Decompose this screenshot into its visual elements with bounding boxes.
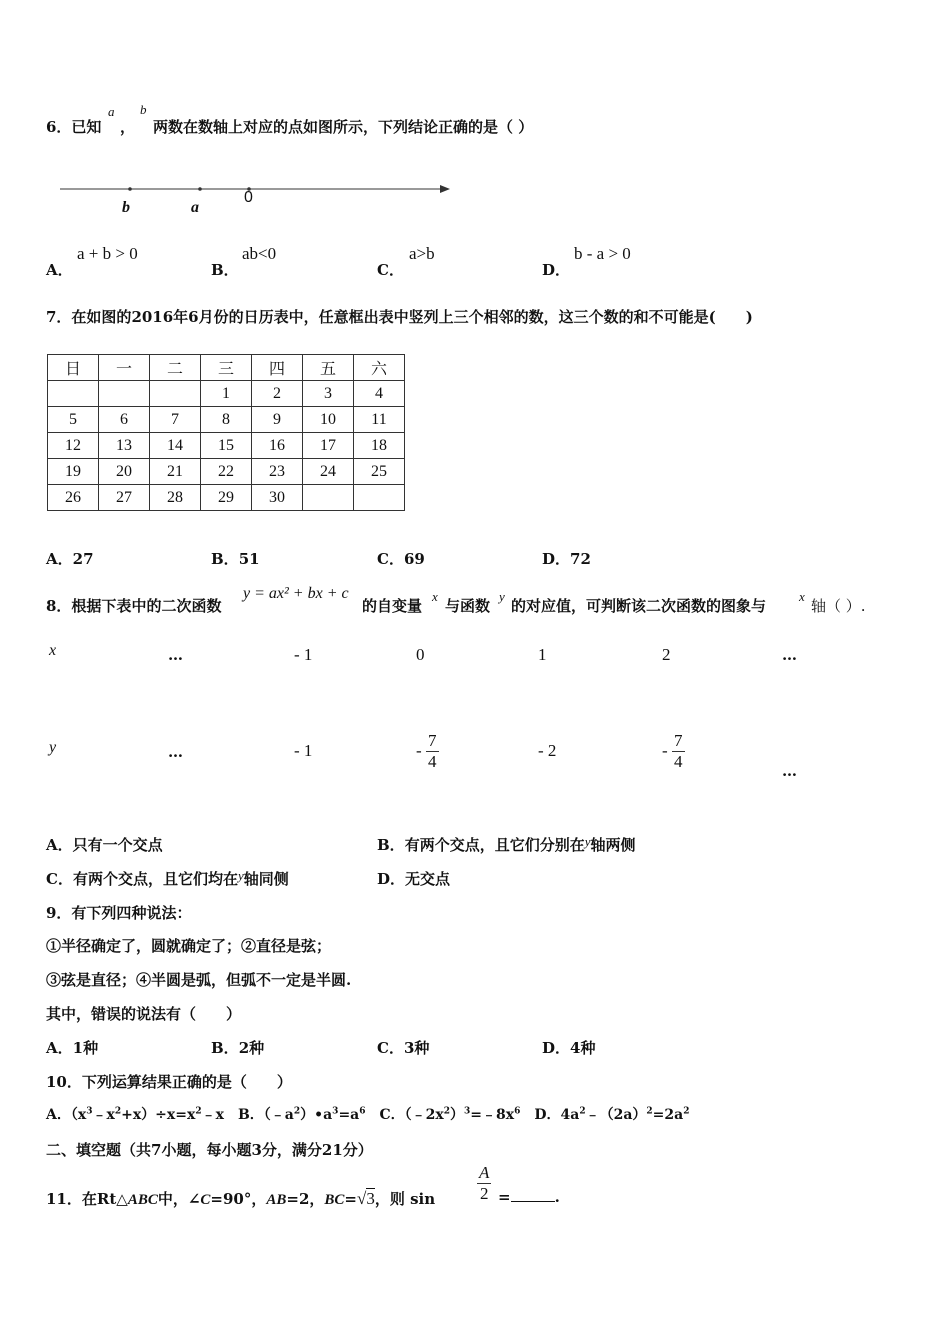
q8-option-d: D．无交点 [377,870,451,888]
q8-y-value: - 1 [294,741,313,760]
q8-y-value: … [168,743,183,761]
q9-title: 9．有下列四种说法： [46,904,192,922]
calendar-cell: 4 [354,381,405,407]
q8-text-1: 8．根据下表中的二次函数 [46,597,222,615]
calendar-cell: 2 [252,381,303,407]
calendar-cell: 8 [201,407,252,433]
calendar-header: 三 [201,355,252,381]
q10-options: A．$(x^3﹣x^2+x)\div x=x^2﹣x$ B．$(﹣a^2)•a^3=a^6$ C．$(﹣2x^2)^3=﹣8x^6$ D．$4a^2﹣(2a)^2=2a^2$ [46,1106,690,1123]
calendar-cell [303,485,354,511]
calendar-table [47,354,405,511]
calendar-cell: 28 [150,485,201,511]
q9-option-c: C．3种 [377,1039,430,1057]
q6-option-b-text: ab<0 [242,244,277,263]
calendar-cell: 23 [252,459,303,485]
q8-y-neg-sign: - [416,741,422,760]
answer-blank[interactable] [511,1200,555,1202]
calendar-cell: 19 [48,459,99,485]
calendar-cell: 10 [303,407,354,433]
calendar-cell: 20 [99,459,150,485]
q8-y-value: … [782,762,797,780]
q8-option-c: C．有两个交点，且它们均在y轴同侧 [46,868,289,888]
q8-function: y = ax² + bx + c [243,585,349,602]
calendar-cell: 7 [150,407,201,433]
calendar-row [48,381,405,407]
calendar-header: 日 [48,355,99,381]
fraction-numerator: 7 [674,731,683,750]
calendar-cell: 17 [303,433,354,459]
q6-option-a-text: a + b > 0 [77,244,138,263]
calendar-cell: 25 [354,459,405,485]
q7-text: 7．在如图的2016年6月份的日历表中，任意框出表中竖列上三个相邻的数，这三个数的和不可能是( ) [46,308,753,326]
q6-var-a: a [108,104,115,119]
q8-x-value: - 1 [294,645,313,664]
q6-option-b-label: B． [211,261,239,279]
point-a [198,187,202,191]
q8-var-y: y [499,589,505,604]
calendar-cell: 18 [354,433,405,459]
q6-text: 两数在数轴上对应的点如图所示，下列结论正确的是（ ） [153,118,534,136]
calendar-cell: 26 [48,485,99,511]
calendar-header-row [48,355,405,381]
axis-label-zero: 0 [244,189,253,206]
q7-option-c: C．69 [377,550,425,568]
q7-option-d: D．72 [542,550,591,568]
calendar-cell [354,485,405,511]
q8-x-label: x [49,642,57,659]
fraction-denominator: 4 [674,752,683,771]
calendar-cell: 12 [48,433,99,459]
calendar-cell: 15 [201,433,252,459]
q11-fraction [477,1163,491,1204]
fraction-denominator: 2 [479,1184,489,1203]
calendar-cell: 29 [201,485,252,511]
q8-option-b: B．有两个交点，且它们分别在y轴两侧 [377,834,636,854]
calendar-cell: 24 [303,459,354,485]
calendar-cell: 27 [99,485,150,511]
calendar-cell: 16 [252,433,303,459]
q8-x-value: 2 [662,645,671,664]
q8-var-x2: x [799,589,805,604]
q8-text-3: 与函数 [445,597,491,615]
q8-x-value: … [782,646,797,664]
calendar-cell: 6 [99,407,150,433]
q9-option-a: A．1种 [46,1039,99,1057]
q9-line-3: 其中，错误的说法有（ ） [46,1005,242,1023]
q6-number: 6．已知 [46,118,102,136]
q8-text-5: 轴（ ）. [811,597,866,615]
section-2-heading: 二、填空题（共7小题，每小题3分，满分21分） [46,1141,373,1159]
q6-option-a-label: A． [46,261,73,279]
q8-y-value: - 2 [538,741,557,760]
q8-text-2: 的自变量 [362,597,423,615]
calendar-row [48,407,405,433]
calendar-cell: 1 [201,381,252,407]
q6-var-b: b [140,102,147,117]
q8-text-4: 的对应值，可判断该二次函数的图象与 [511,597,767,615]
q8-var-x: x [432,589,438,604]
calendar-cell [150,381,201,407]
q8-x-value: … [168,646,183,664]
calendar-header: 四 [252,355,303,381]
q9-line-1: ①半径确定了，圆就确定了；②直径是弦； [46,937,332,955]
calendar-cell: 21 [150,459,201,485]
calendar-cell: 13 [99,433,150,459]
calendar-header: 二 [150,355,201,381]
fraction-denominator: 4 [428,752,437,771]
q6-option-d-label: D． [542,261,571,279]
q9-line-2: ③弦是直径；④半圆是弧，但弧不一定是半圆. [46,971,352,989]
q6-option-c-text: a>b [409,244,435,263]
calendar-cell: 11 [354,407,405,433]
calendar-cell [99,381,150,407]
q6-option-c-label: C． [377,261,404,279]
calendar-cell: 30 [252,485,303,511]
fraction-numerator: A [479,1163,490,1182]
calendar-row [48,459,405,485]
calendar-cell: 14 [150,433,201,459]
q11-text: 11．在Rt△ABC中，∠C=90°，AB=2，BC=√3，则 sin [46,1189,436,1208]
fraction-numerator: 7 [428,731,437,750]
calendar-header: 一 [99,355,150,381]
calendar-row [48,433,405,459]
calendar-cell: 9 [252,407,303,433]
q9-option-d: D．4种 [542,1039,596,1057]
q11-answer: = . [498,1188,560,1206]
q10-title: 10．下列运算结果正确的是（ ） [46,1073,292,1091]
calendar-cell: 3 [303,381,354,407]
q8-option-a: A．只有一个交点 [46,836,163,854]
q6-comma: ， [120,118,136,136]
calendar-cell: 22 [201,459,252,485]
q8-x-value: 0 [416,645,425,664]
q8-y-fraction-2 [672,731,685,772]
q8-y-label: y [49,739,57,756]
q9-option-b: B．2种 [211,1039,265,1057]
q8-y-neg-sign: - [662,741,668,760]
calendar-cell [48,381,99,407]
calendar-cell: 5 [48,407,99,433]
point-b [128,187,132,191]
q7-option-b: B．51 [211,550,260,568]
number-line-arrow [440,185,450,193]
q7-option-a: A．27 [46,550,94,568]
calendar-header: 五 [303,355,354,381]
axis-label-a: a [191,199,199,216]
calendar-header: 六 [354,355,405,381]
number-line [55,178,455,198]
axis-label-b: b [122,199,130,216]
q8-y-fraction-1 [426,731,439,772]
q6-option-d-text: b - a > 0 [574,244,631,263]
calendar-row [48,485,405,511]
q8-x-value: 1 [538,645,547,664]
